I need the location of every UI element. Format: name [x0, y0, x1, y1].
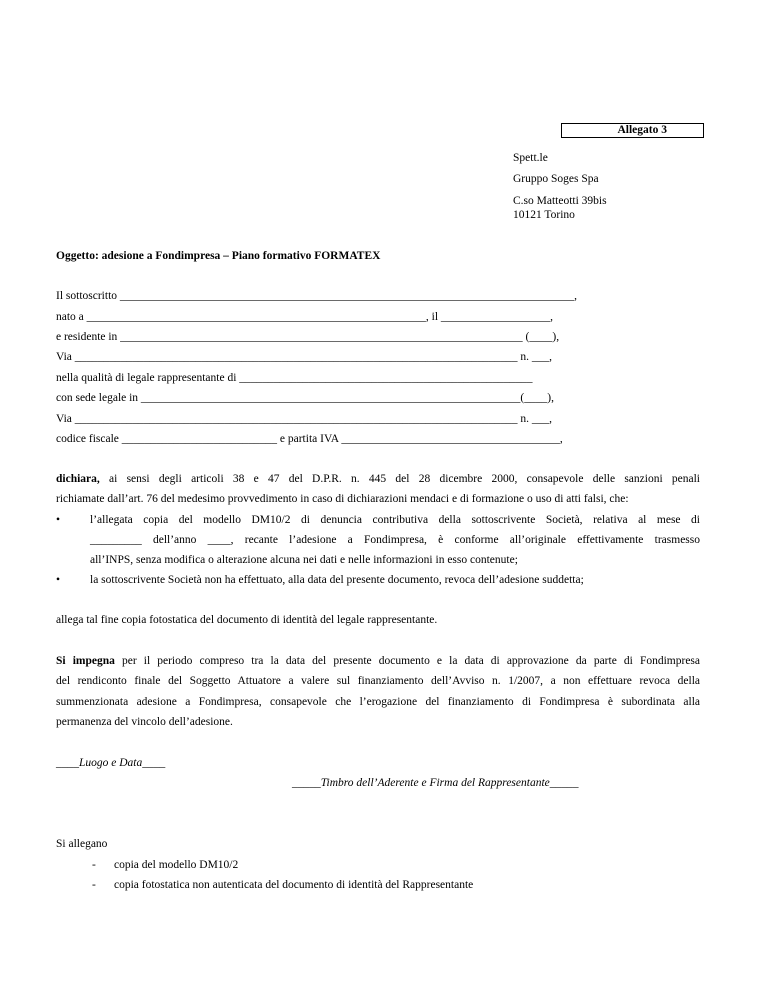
form-line-street: Via _____________________________________________________________________________ n. ___, [56, 351, 553, 363]
commitment-line-1-text: per il periodo compreso tra la data del presente documento e la data di approvazione da parte di Fondimpresa [114, 655, 701, 667]
attachment-dash-2: - [92, 879, 96, 891]
attachment-dash-1: - [92, 859, 96, 871]
commitment-lead: Si impegna [56, 655, 115, 667]
declaration-line-1-text: ai sensi degli articoli 38 e 47 del D.P.R. n. 445 del 28 dicembre 2000, consapevole delle sanzioni penali [99, 473, 700, 485]
bullet-1-marker: • [56, 514, 61, 526]
stamp-underline-left: _____ [292, 777, 321, 789]
form-line-legal-seat: con sede legale in __________________________________________________________________(____), [56, 392, 554, 404]
commitment-line-4: permanenza del vincolo dell’adesione. [56, 716, 233, 728]
form-line-birth: nato a ___________________________________________________________, il ___________________, [56, 311, 554, 323]
form-line-seat-street: Via _____________________________________________________________________________ n. ___, [56, 413, 553, 425]
bullet-1-line-1: l’allegata copia del modello DM10/2 di denuncia contributiva della sottoscrivente Società, relativa al mese di [90, 514, 700, 526]
place-date-underline-left: ____ [56, 757, 79, 769]
stamp-signature-label: Timbro dell’Aderente e Firma del Rappresentante [320, 777, 550, 789]
addressee-line-1: Spett.le [513, 152, 548, 164]
place-date-label: Luogo e Data [79, 757, 143, 769]
bullet-1-line-2: _________ dell’anno ____, recante l’adesione a Fondimpresa, è conforme all’originale effettivamente trasmesso [90, 534, 700, 546]
place-date-underline-right: ____ [142, 757, 166, 769]
place-date-field [56, 756, 165, 770]
bullet-2-text: la sottoscrivente Società non ha effettuato, alla data del presente documento, revoca dell’adesione suddetta; [90, 574, 584, 586]
subject-line: Oggetto: adesione a Fondimpresa – Piano formativo FORMATEX [56, 250, 381, 262]
bullet-1-line-3: all’INPS, senza modifica o alterazione alcuna nei dati e nelle informazioni in esso contenute; [90, 554, 518, 566]
commitment-line-1 [56, 654, 700, 668]
addressee-line-3: C.so Matteotti 39bis [513, 195, 607, 207]
declaration-line-1 [56, 472, 700, 486]
attachment-item-1: copia del modello DM10/2 [114, 859, 239, 871]
commitment-line-3: summenzionata adesione a Fondimpresa, consapevole che l’erogazione del finanziamento di Fondimpresa è subordinata alla [56, 696, 700, 708]
declaration-line-2: richiamate dall’art. 76 del medesimo provvedimento in caso di dichiarazioni mendaci e di formazione o uso di atti falsi, che: [56, 493, 629, 505]
attachments-heading: Si allegano [56, 838, 108, 850]
attachment-item-2: copia fotostatica non autenticata del documento di identità del Rappresentante [114, 879, 474, 891]
attachment-label-box [561, 123, 704, 138]
stamp-signature-field [292, 776, 579, 790]
form-line-name: Il sottoscritto _______________________________________________________________________________, [56, 290, 578, 302]
commitment-line-2: del rendiconto finale del Soggetto Attuatore a valere sul finanziamento dell’Avviso n. 1/2007, a non effettuare revoca della [56, 675, 700, 687]
addressee-line-4: 10121 Torino [513, 209, 575, 221]
declaration-lead: dichiara, [56, 473, 100, 485]
bullet-2-marker: • [56, 574, 61, 586]
form-line-residence: e residente in ______________________________________________________________________ (____), [56, 331, 560, 343]
attach-note: allega tal fine copia fotostatica del documento di identità del legale rappresentante. [56, 614, 438, 626]
stamp-underline-right: _____ [549, 777, 579, 789]
form-line-tax-codes: codice fiscale ___________________________ e partita IVA ______________________________________, [56, 433, 563, 445]
addressee-line-2: Gruppo Soges Spa [513, 173, 599, 185]
form-line-representative: nella qualità di legale rappresentante di ___________________________________________________ [56, 372, 533, 384]
attachment-label: Allegato 3 [617, 124, 667, 136]
